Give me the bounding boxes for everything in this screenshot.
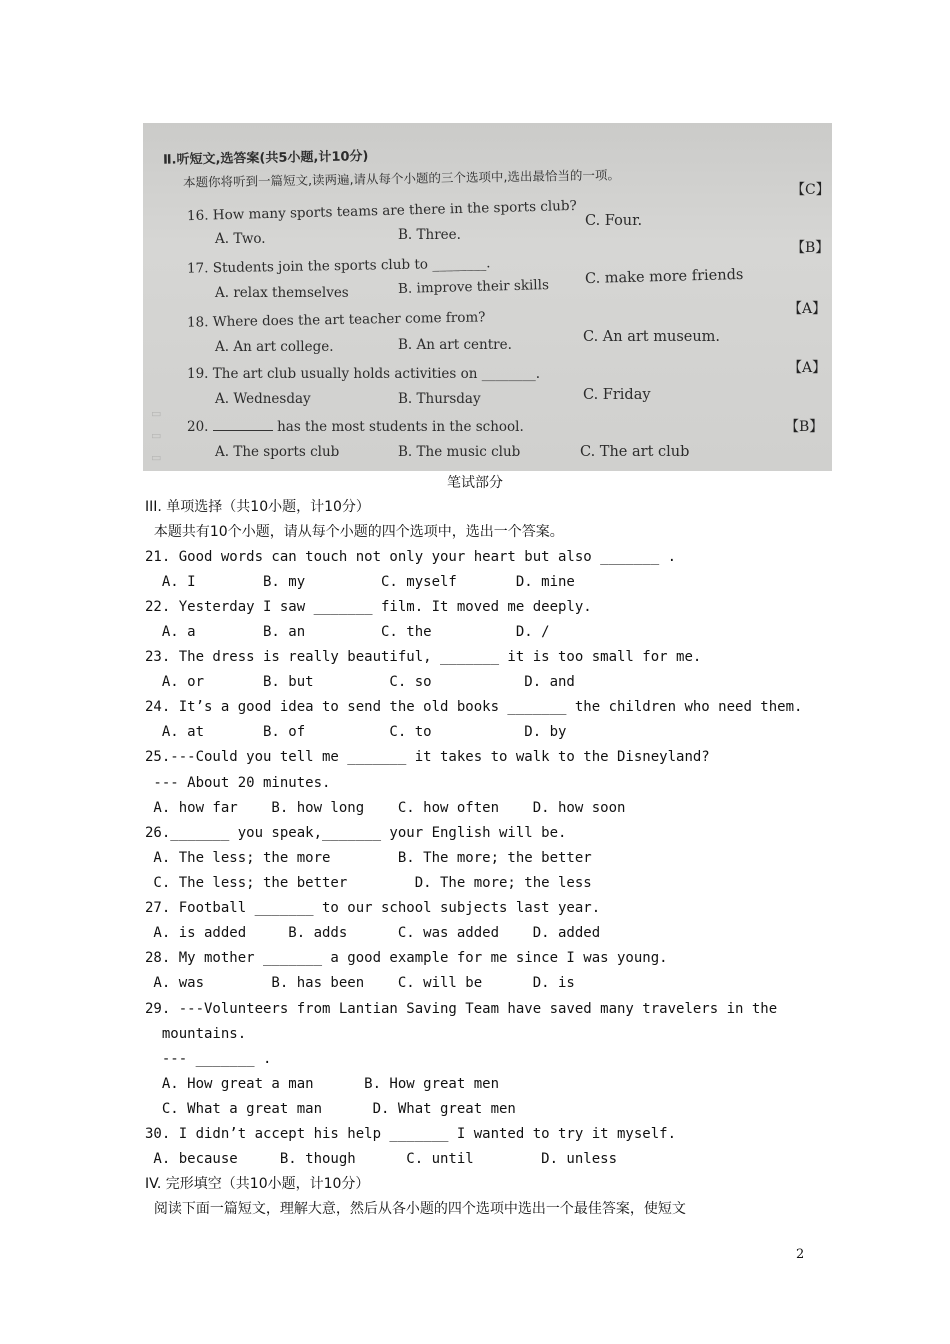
question-20-stem-text: has the most students in the school. [277, 419, 524, 435]
question-20-option-c: C. The art club [580, 444, 690, 460]
question-17-option-b: B. improve their skills [397, 277, 550, 297]
question-23: 23. The dress is really beautiful, _______ it is too small for me. [145, 649, 702, 665]
question-18-answer: 【A】 [788, 301, 827, 317]
question-30-options: A. because B. though C. until D. unless [145, 1151, 618, 1167]
question-29-reply: --- _______ . [145, 1051, 272, 1067]
question-20-blank [213, 420, 273, 431]
section-title: Ⅱ.听短文,选答案(共5小题,计10分) [162, 149, 369, 168]
question-16-option-c: C. Four. [585, 213, 643, 229]
question-29-continued: mountains. [145, 1026, 247, 1042]
question-26-options-cd: C. The less; the better D. The more; the less [145, 875, 592, 891]
question-20-stem [187, 419, 524, 435]
question-29-options-ab: A. How great a man B. How great men [145, 1076, 500, 1092]
question-16-answer: 【C】 [791, 182, 830, 198]
question-18-option-a: A. An art college. [215, 339, 334, 355]
question-23-options: A. or B. but C. so D. and [145, 674, 575, 690]
question-16-option-b: B. Three. [398, 227, 461, 243]
question-29: 29. ---Volunteers from Lantian Saving Team have saved many travelers in the [145, 1001, 778, 1017]
question-24-options: A. at B. of C. to D. by [145, 724, 567, 740]
question-26-options-ab: A. The less; the more B. The more; the better [145, 850, 592, 866]
question-18-option-c: C. An art museum. [583, 329, 721, 345]
question-17-stem: 17. Students join the sports club to ________. [186, 255, 491, 277]
question-17-option-c: C. make more friends [584, 266, 744, 288]
question-25-options: A. how far B. how long C. how often D. how soon [145, 800, 626, 816]
question-19-option-c: C. Friday [583, 387, 651, 403]
question-27: 27. Football _______ to our school subjects last year. [145, 900, 601, 916]
scanned-photo-listening-section [143, 123, 832, 471]
section-iv-instruction: 阅读下面一篇短文，理解大意，然后从各小题的四个选项中选出一个最佳答案，使短文 [145, 1201, 686, 1217]
caption-written-part: 笔试部分 [447, 475, 503, 491]
question-16-stem: 16. How many sports teams are there in the sports club? [186, 197, 577, 225]
question-20-number: 20. [187, 419, 209, 435]
section-iii-instruction: 本题共有10个小题，请从每个小题的四个选项中，选出一个答案。 [145, 524, 564, 540]
question-17-answer: 【B】 [791, 240, 830, 256]
question-20-option-a: A. The sports club [215, 444, 340, 460]
question-28-options: A. was B. has been C. will be D. is [145, 975, 575, 991]
question-22-options: A. a B. an C. the D. / [145, 624, 550, 640]
page-number: 2 [796, 1247, 805, 1262]
question-17-option-a: A. relax themselves [215, 285, 349, 301]
section-iv-heading: IV. 完形填空（共10小题，计10分） [145, 1176, 370, 1192]
question-25: 25.---Could you tell me _______ it takes to walk to the Disneyland? [145, 749, 710, 765]
question-25-reply: --- About 20 minutes. [145, 775, 331, 791]
question-19-option-a: A. Wednesday [215, 391, 311, 407]
question-22: 22. Yesterday I saw _______ film. It moved me deeply. [145, 599, 592, 615]
question-24: 24. It’s a good idea to send the old books _______ the children who need them. [145, 699, 803, 715]
question-16-option-a: A. Two. [215, 231, 266, 247]
question-20-answer: 【B】 [785, 419, 824, 435]
question-21: 21. Good words can touch not only your heart but also _______ . [145, 549, 677, 565]
question-30: 30. I didn’t accept his help _______ I wanted to try it myself. [145, 1126, 677, 1142]
question-20-option-b: B. The music club [398, 444, 521, 460]
question-19-answer: 【A】 [788, 360, 827, 376]
question-18-stem: 18. Where does the art teacher come from? [186, 309, 486, 331]
question-26: 26._______ you speak,_______ your English will be. [145, 825, 567, 841]
question-29-options-cd: C. What a great man D. What great men [145, 1101, 516, 1117]
section-instruction: 本题你将听到一篇短文,读两遍,请从每个小题的三个选项中,选出最恰当的一项。 [182, 167, 621, 190]
question-28: 28. My mother _______ a good example for me since I was young. [145, 950, 668, 966]
question-19-option-b: B. Thursday [398, 391, 481, 407]
question-19-stem: 19. The art club usually holds activities on ________. [187, 366, 541, 382]
question-21-options: A. I B. my C. myself D. mine [145, 574, 575, 590]
question-18-option-b: B. An art centre. [398, 337, 512, 353]
bleed-through-marks: ▭ ▭ ▭ [151, 407, 162, 464]
section-iii-heading: III. 单项选择（共10小题，计10分） [145, 499, 370, 515]
question-27-options: A. is added B. adds C. was added D. added [145, 925, 601, 941]
